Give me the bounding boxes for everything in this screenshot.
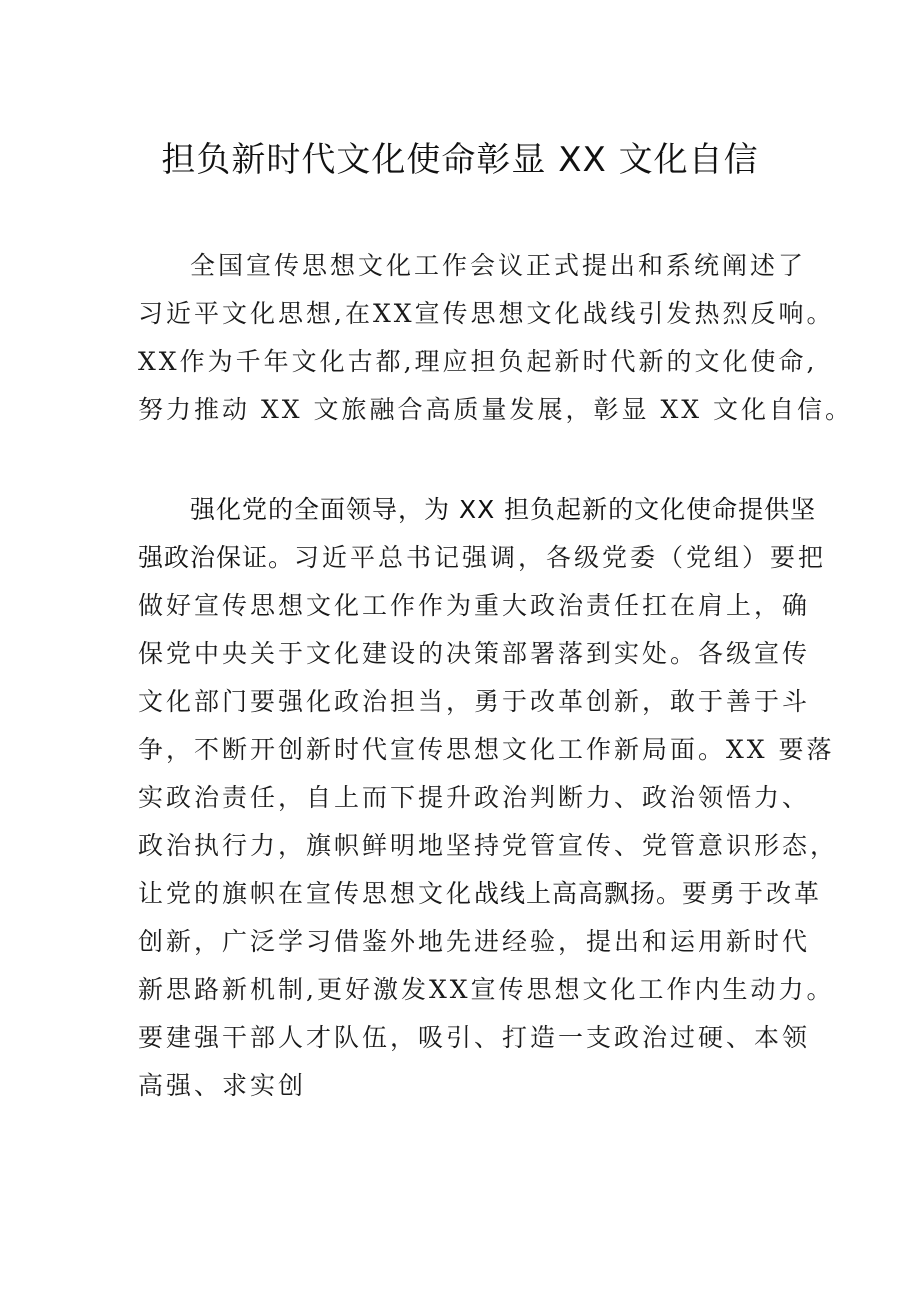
- paragraph-line: 全国宣传思想文化工作会议正式提出和系统阐述了: [190, 251, 807, 280]
- paragraph-line: 努力推动 XX 文旅融合高质量发展，彰显 XX 文化自信。: [138, 395, 853, 424]
- paragraph-intro: [138, 242, 853, 434]
- paragraph-line: XX作为千年文化古都,理应担负起新时代新的文化使命,: [138, 347, 818, 376]
- section-heading-end: 强政治保证。: [138, 543, 295, 572]
- paragraph-line: 做好宣传思想文化工作作为重大政治责任扛在肩上，确: [138, 591, 811, 620]
- paragraph-line: 新思路新机制,更好激发XX宣传思想文化工作内生动力。: [138, 975, 835, 1004]
- paragraph-line: 高强、求实创: [138, 1071, 307, 1100]
- document-title: 担负新时代文化使命彰显 XX 文化自信: [161, 140, 759, 180]
- paragraph-leadership: [138, 486, 839, 1110]
- paragraph-line: [138, 870, 823, 918]
- paragraph-line: [138, 534, 827, 582]
- paragraph-text: 要勇于改革: [682, 879, 823, 908]
- emphasis-text: 战线上高高飘扬。: [474, 879, 683, 908]
- paragraph-line: 保党中央关于文化建设的决策部署落到实处。各级宣传: [138, 639, 811, 668]
- paragraph-line: 创新，广泛学习借鉴外地先进经验，提出和运用新时代: [138, 927, 811, 956]
- paragraph-text: 习近平总书记强调，各级党委（党组）要把: [294, 543, 827, 572]
- paragraph-line: 习近平文化思想,在XX宣传思想文化战线引发热烈反响。: [138, 299, 835, 328]
- section-heading: 强化党的全面领导，为 XX 担负起新的文化使命提供坚: [190, 495, 817, 524]
- paragraph-text: 让党的旗帜在宣传思想文化: [138, 879, 475, 908]
- paragraph-line: 政治执行力，旗帜鲜明地坚持党管宣传、党管意识形态，: [138, 831, 839, 860]
- paragraph-line: 实政治责任，自上而下提升政治判断力、政治领悟力、: [138, 783, 811, 812]
- paragraph-line: 要建强干部人才队伍，吸引、打造一支政治过硬、本领: [138, 1023, 811, 1052]
- paragraph-line: 争，不断开创新时代宣传思想文化工作新局面。XX 要落: [138, 735, 835, 764]
- paragraph-line: 文化部门要强化政治担当，勇于改革创新，敢于善于斗: [138, 687, 811, 716]
